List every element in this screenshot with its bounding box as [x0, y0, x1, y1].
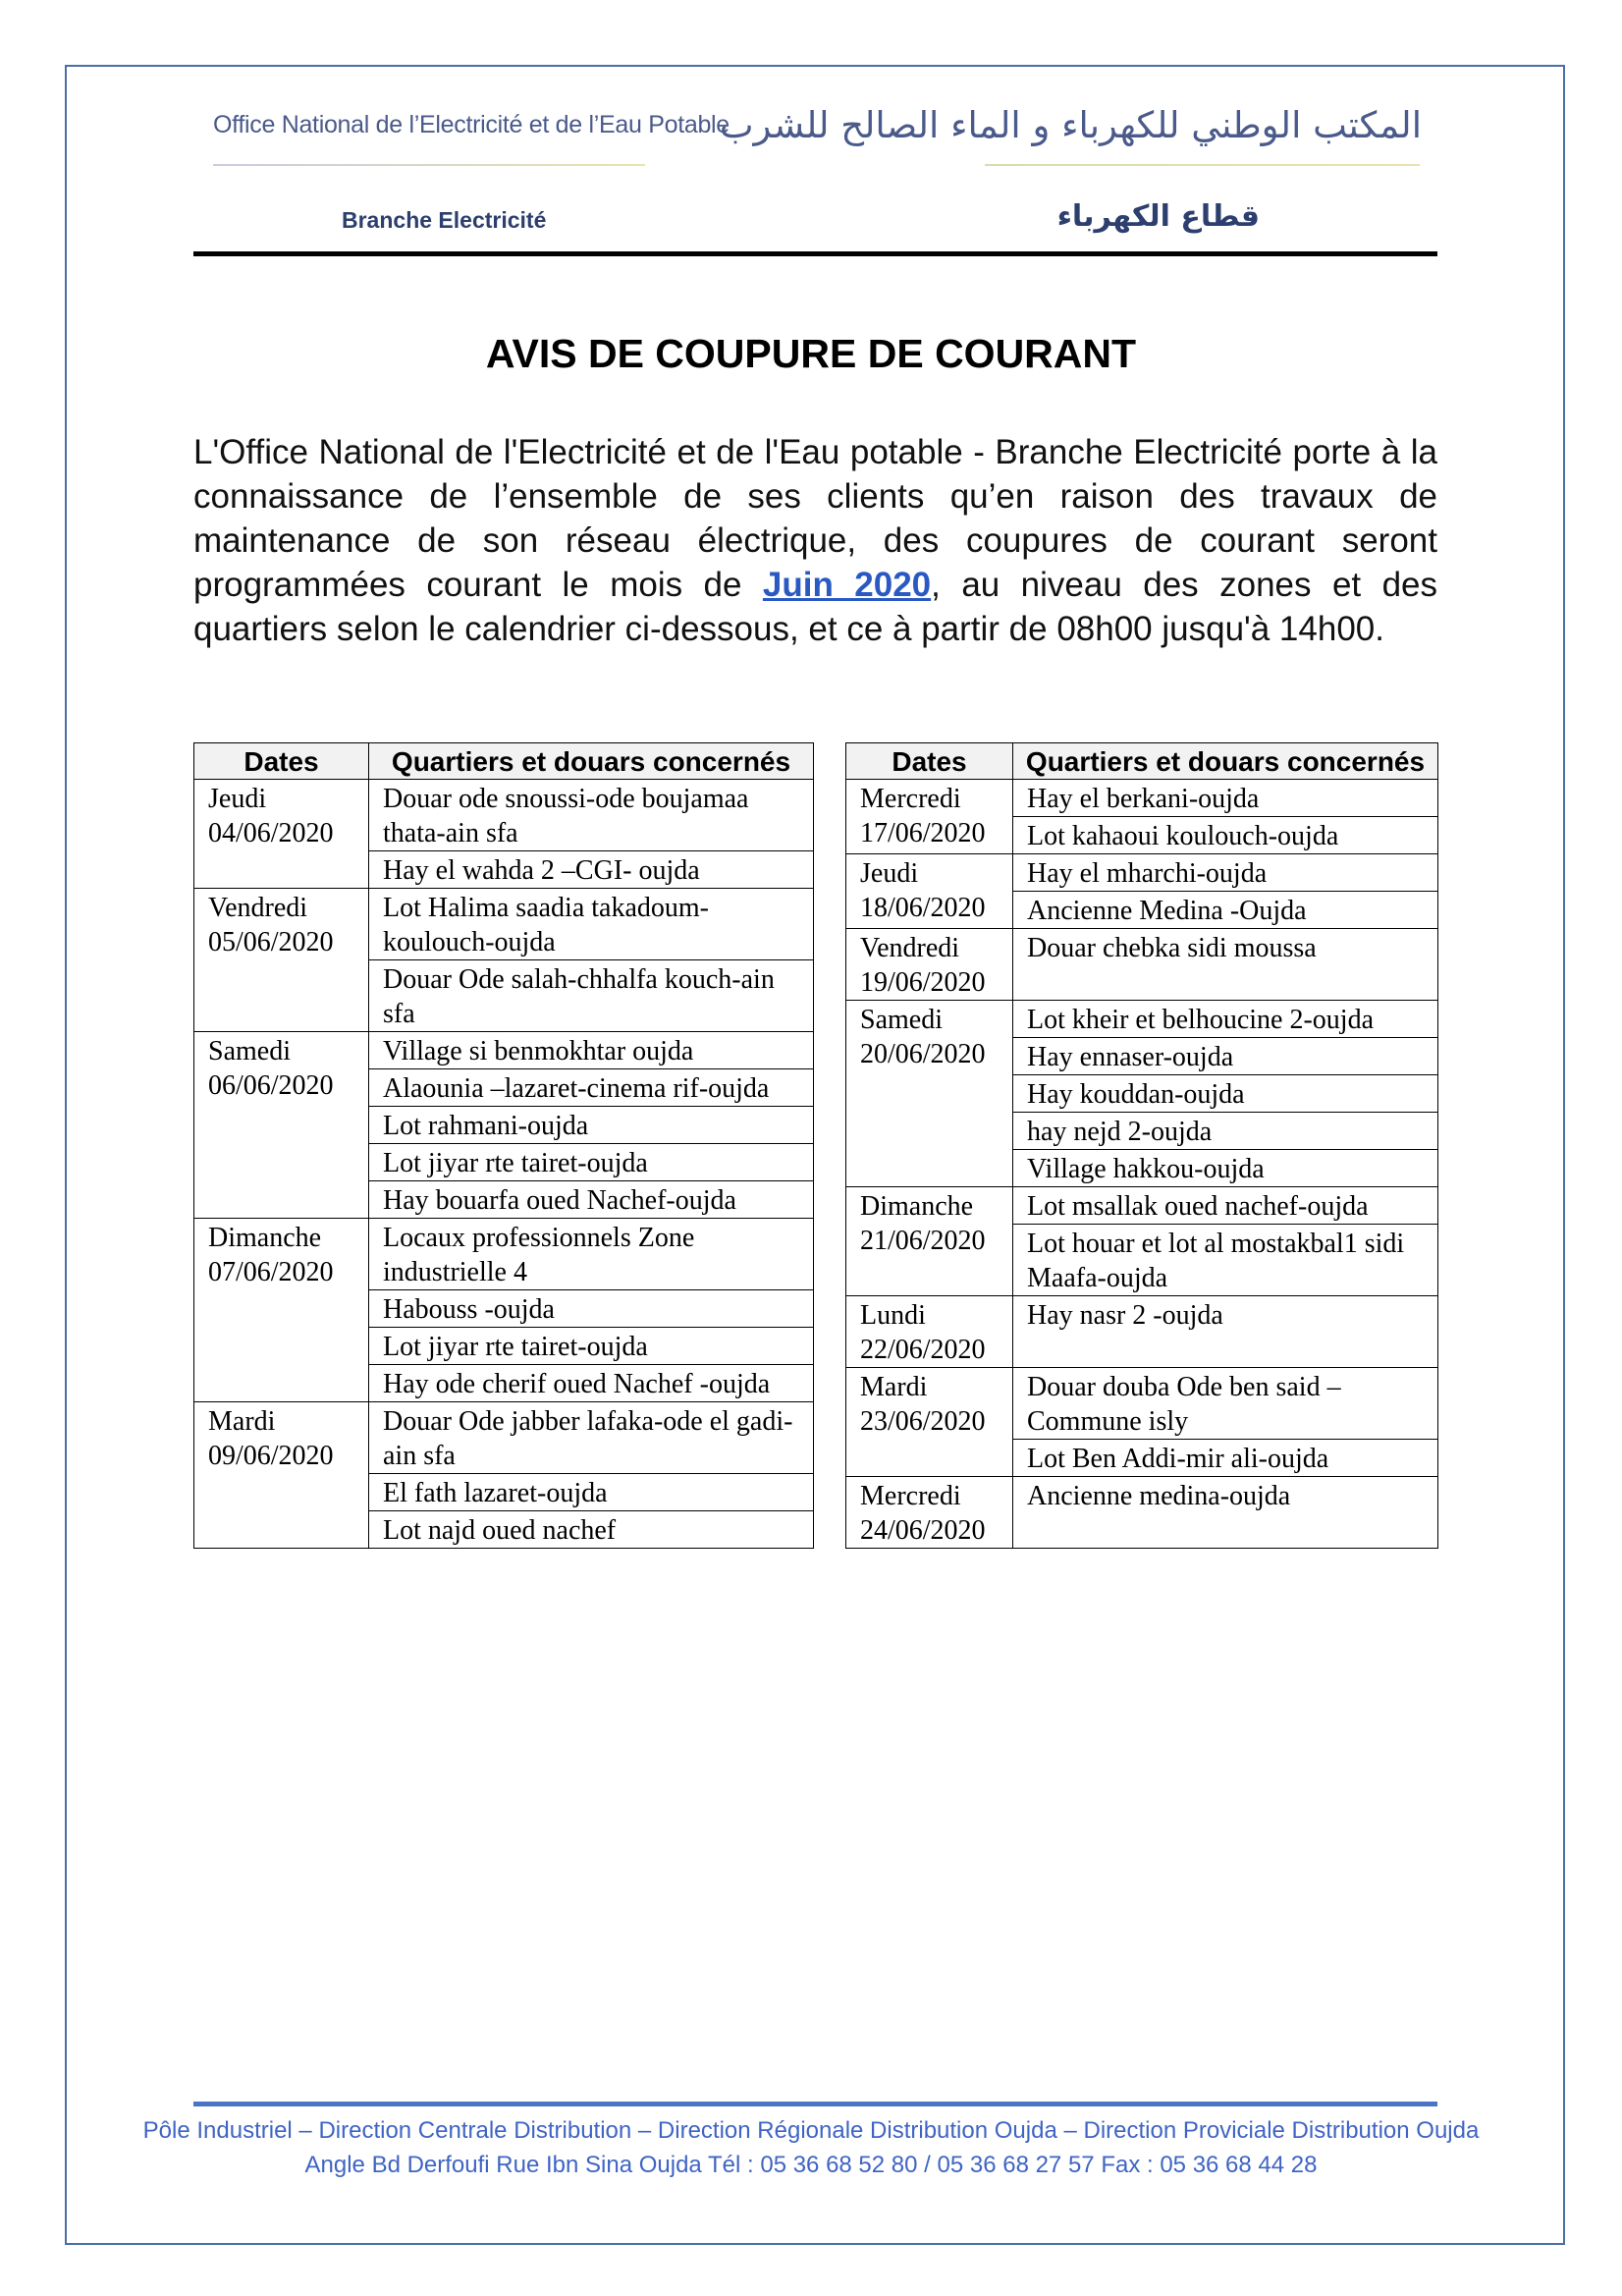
date-value: 04/06/2020 — [208, 818, 334, 848]
table-row — [846, 929, 1438, 1001]
place-cell: Locaux professionnels Zone industrielle 4 — [369, 1219, 814, 1290]
table-row — [194, 780, 814, 851]
place-cell: Ancienne Medina -Oujda — [1013, 892, 1438, 929]
date-cell — [846, 929, 1013, 1001]
place-cell: Douar chebka sidi moussa — [1013, 929, 1438, 1001]
table-row — [194, 1032, 814, 1069]
table-row — [846, 1296, 1438, 1368]
date-value: 09/06/2020 — [208, 1441, 334, 1471]
date-day: Mercredi — [860, 784, 961, 814]
date-day: Vendredi — [860, 933, 960, 963]
intro-month-link[interactable]: Juin 2020 — [762, 566, 932, 604]
place-cell: Lot msallak oued nachef-oujda — [1013, 1187, 1438, 1225]
date-day: Samedi — [860, 1005, 943, 1035]
place-cell: Hay ennaser-oujda — [1013, 1038, 1438, 1075]
table-row — [846, 854, 1438, 892]
place-cell: Lot rahmani-oujda — [369, 1107, 814, 1144]
place-cell: Douar douba Ode ben said –Commune isly — [1013, 1368, 1438, 1440]
place-cell: Village si benmokhtar oujda — [369, 1032, 814, 1069]
table-row — [194, 889, 814, 960]
table-row — [194, 1402, 814, 1474]
date-cell — [194, 780, 369, 889]
place-cell: Hay nasr 2 -oujda — [1013, 1296, 1438, 1368]
org-name-french-underline — [213, 164, 645, 166]
place-cell: Hay el wahda 2 –CGI- oujda — [369, 851, 814, 889]
date-cell — [846, 1368, 1013, 1477]
footer-divider — [193, 2102, 1437, 2106]
schedule-table-right — [845, 742, 1438, 1549]
org-name-arabic-underline — [985, 164, 1420, 166]
table-row — [846, 1187, 1438, 1225]
table-row — [846, 1477, 1438, 1549]
date-value: 05/06/2020 — [208, 927, 334, 957]
date-cell — [194, 1219, 369, 1402]
org-name-french: Office National de l’Electricité et de l’Eau Potable — [213, 111, 730, 138]
date-day: Jeudi — [208, 784, 267, 814]
date-day: Mardi — [860, 1372, 928, 1402]
header-places: Quartiers et douars concernés — [369, 743, 814, 780]
place-cell: Lot Halima saadia takadoum-koulouch-oujda — [369, 889, 814, 960]
place-cell: Hay ode cherif oued Nachef -oujda — [369, 1365, 814, 1402]
place-cell: Lot houar et lot al mostakbal1 sidi Maafa-oujda — [1013, 1225, 1438, 1296]
footer-departments: Pôle Industriel – Direction Centrale Distribution – Direction Régionale Distribution Oujda – Direction Proviciale Distribution Oujda — [142, 2117, 1480, 2144]
header-dates: Dates — [846, 743, 1013, 780]
table-row — [846, 1368, 1438, 1440]
intro-text-after: , au niveau des zones et des quartiers selon le calendrier ci-dessous, et ce à partir de 08h00 jusqu'à 14h00. — [193, 566, 1437, 648]
date-cell — [194, 1032, 369, 1219]
header-dates: Dates — [194, 743, 369, 780]
date-day: Dimanche — [860, 1191, 974, 1222]
date-value: 24/06/2020 — [860, 1515, 986, 1546]
date-cell — [846, 1001, 1013, 1187]
place-cell: Hay el mharchi-oujda — [1013, 854, 1438, 892]
schedule-table-left — [193, 742, 814, 1549]
date-cell — [194, 889, 369, 1032]
date-day: Samedi — [208, 1036, 291, 1066]
date-cell — [846, 1187, 1013, 1296]
date-day: Mercredi — [860, 1481, 961, 1511]
place-cell: Ancienne medina-oujda — [1013, 1477, 1438, 1549]
date-cell — [846, 854, 1013, 929]
date-day: Lundi — [860, 1300, 926, 1331]
place-cell: Lot kahaoui koulouch-oujda — [1013, 817, 1438, 854]
date-value: 07/06/2020 — [208, 1257, 334, 1287]
intro-text-before: L'Office National de l'Electricité et de l'Eau potable - Branche Electricité porte à la connaissance de l’ensemble de ses clients qu’en raison des travaux de maintenance de son réseau électrique, des coupures de courant seront programmées courant le mois de — [193, 433, 1437, 604]
org-name-arabic: المكتب الوطني للكهرباء و الماء الصالح للشرب — [719, 104, 1422, 146]
date-value: 23/06/2020 — [860, 1406, 986, 1437]
place-cell: Lot jiyar rte tairet-oujda — [369, 1144, 814, 1181]
date-cell — [846, 1477, 1013, 1549]
date-day: Dimanche — [208, 1223, 322, 1253]
place-cell: Habouss -oujda — [369, 1290, 814, 1328]
place-cell: Hay bouarfa oued Nachef-oujda — [369, 1181, 814, 1219]
branch-name-french: Branche Electricité — [342, 207, 547, 233]
place-cell: Hay kouddan-oujda — [1013, 1075, 1438, 1113]
footer-contact: Angle Bd Derfoufi Rue Ibn Sina Oujda Tél : 05 36 68 52 80 / 05 36 68 27 57 Fax : 05 36 68 44 28 — [304, 2152, 1318, 2178]
date-value: 06/06/2020 — [208, 1070, 334, 1101]
header-divider — [193, 251, 1437, 256]
date-value: 22/06/2020 — [860, 1335, 986, 1365]
place-cell: Lot Ben Addi-mir ali-oujda — [1013, 1440, 1438, 1477]
place-cell: Lot kheir et belhoucine 2-oujda — [1013, 1001, 1438, 1038]
date-day: Vendredi — [208, 893, 308, 923]
date-day: Jeudi — [860, 858, 919, 889]
table-row — [846, 780, 1438, 817]
place-cell: Douar ode snoussi-ode boujamaa thata-ain sfa — [369, 780, 814, 851]
table-row — [194, 1219, 814, 1290]
date-value: 19/06/2020 — [860, 967, 986, 998]
place-cell: Alaounia –lazaret-cinema rif-oujda — [369, 1069, 814, 1107]
place-cell: Lot jiyar rte tairet-oujda — [369, 1328, 814, 1365]
date-value: 21/06/2020 — [860, 1226, 986, 1256]
date-cell — [846, 780, 1013, 854]
notice-title: AVIS DE COUPURE DE COURANT — [485, 331, 1137, 376]
place-cell: El fath lazaret-oujda — [369, 1474, 814, 1511]
date-value: 17/06/2020 — [860, 818, 986, 848]
table-row — [846, 1001, 1438, 1038]
place-cell: hay nejd 2-oujda — [1013, 1113, 1438, 1150]
date-cell — [194, 1402, 369, 1549]
intro-paragraph — [193, 430, 1437, 651]
date-value: 20/06/2020 — [860, 1039, 986, 1069]
date-value: 18/06/2020 — [860, 893, 986, 923]
date-day: Mardi — [208, 1406, 276, 1437]
place-cell: Lot najd oued nachef — [369, 1511, 814, 1549]
place-cell: Douar Ode salah-chhalfa kouch-ain sfa — [369, 960, 814, 1032]
date-cell — [846, 1296, 1013, 1368]
place-cell: Village hakkou-oujda — [1013, 1150, 1438, 1187]
place-cell: Hay el berkani-oujda — [1013, 780, 1438, 817]
header-places: Quartiers et douars concernés — [1013, 743, 1438, 780]
branch-name-arabic: قطاع الكهرباء — [1056, 199, 1260, 234]
place-cell: Douar Ode jabber lafaka-ode el gadi-ain sfa — [369, 1402, 814, 1474]
